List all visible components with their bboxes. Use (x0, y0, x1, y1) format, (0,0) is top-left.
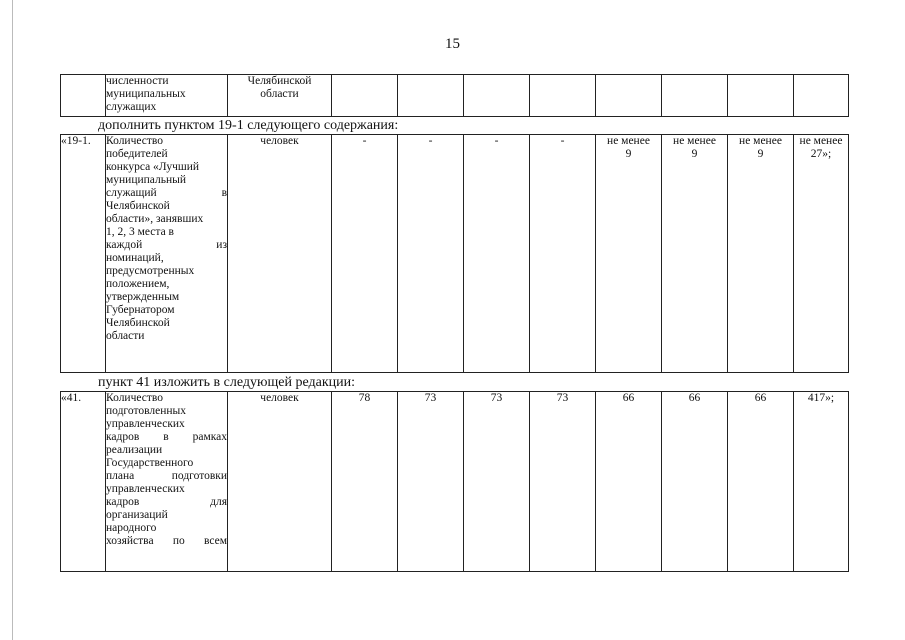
cell-value: не менее 9 (662, 135, 728, 373)
name-line: муниципальных (106, 88, 186, 100)
cell-value: не менее 9 (596, 135, 662, 373)
name-line: победителей (106, 148, 168, 160)
name-line: области (106, 330, 145, 342)
cell-value: - (530, 135, 596, 373)
name-line: Челябинской (106, 317, 170, 329)
name-line: подготовленных (106, 405, 186, 417)
cell-value: 73 (464, 392, 530, 572)
amendment-heading-19-1: дополнить пунктом 19-1 следующего содержания: (98, 118, 399, 133)
name-word: каждой (106, 239, 143, 251)
cell-value: 66 (728, 392, 794, 572)
cell-value: 78 (332, 392, 398, 572)
cell-value: - (398, 135, 464, 373)
cell-value (398, 75, 464, 117)
name-line (106, 431, 227, 444)
cell-value: - (464, 135, 530, 373)
cell-value: 417»; (794, 392, 849, 572)
name-line (106, 496, 227, 509)
name-word: подготовки (171, 470, 227, 482)
name-word: плана (106, 470, 135, 482)
cell-value: - (332, 135, 398, 373)
cell-number: «19-1. (61, 135, 106, 373)
table-continuation (60, 74, 849, 117)
name-line: утвержденным (106, 291, 180, 303)
name-line: управленческих (106, 483, 185, 495)
cell-value (332, 75, 398, 117)
name-line: номинаций, (106, 252, 164, 264)
page-number: 15 (445, 36, 460, 52)
name-line (106, 535, 227, 548)
cell-value (662, 75, 728, 117)
name-line: конкурса «Лучший (106, 161, 200, 173)
cell-unit (228, 75, 332, 117)
name-word: рамках (192, 431, 227, 443)
name-line: реализации (106, 444, 163, 456)
name-line: организаций (106, 509, 168, 521)
cell-number (61, 75, 106, 117)
unit-line: Челябинской (247, 75, 312, 87)
name-line: Количество (106, 392, 163, 404)
table-row (61, 75, 849, 117)
name-line: народного (106, 522, 157, 534)
cell-indicator-name (106, 392, 228, 572)
name-word: хозяйства (106, 535, 154, 547)
cell-value (728, 75, 794, 117)
cell-value: 66 (596, 392, 662, 572)
name-word: по (172, 535, 185, 547)
name-line (106, 187, 227, 200)
name-line: численности (106, 75, 169, 87)
name-line: Челябинской (106, 200, 170, 212)
unit-line: области (260, 88, 299, 100)
name-line: управленческих (106, 418, 185, 430)
cell-value: 73 (398, 392, 464, 572)
cell-indicator-name (106, 75, 228, 117)
cell-value (794, 75, 849, 117)
name-line: Количество (106, 135, 163, 147)
amendment-heading-41: пункт 41 изложить в следующей редакции: (98, 375, 355, 390)
name-line: Государственного (106, 457, 194, 469)
name-line: 1, 2, 3 места в (106, 226, 174, 238)
name-line (106, 239, 227, 252)
name-word: кадров (106, 496, 140, 508)
table-row (61, 392, 849, 572)
table-item-41 (60, 391, 849, 572)
scan-edge-line (12, 0, 13, 640)
cell-value: 66 (662, 392, 728, 572)
cell-value (464, 75, 530, 117)
cell-unit: человек (228, 392, 332, 572)
name-word: всем (204, 535, 227, 547)
cell-value: 73 (530, 392, 596, 572)
name-word: для (210, 496, 227, 508)
name-line: муниципальный (106, 174, 187, 186)
name-word: из (216, 239, 227, 251)
name-line: положением, (106, 278, 170, 290)
name-line: служащих (106, 101, 157, 113)
name-line: предусмотренных (106, 265, 195, 277)
table-item-19-1 (60, 134, 849, 373)
cell-number: «41. (61, 392, 106, 572)
name-word: служащий (106, 187, 157, 199)
cell-indicator-name (106, 135, 228, 373)
cell-value: не менее 27»; (794, 135, 849, 373)
name-word: кадров (106, 431, 140, 443)
name-word: в (221, 187, 227, 199)
table-row (61, 135, 849, 373)
name-line (106, 470, 227, 483)
name-line: области», занявших (106, 213, 204, 225)
name-line: Губернатором (106, 304, 175, 316)
cell-value (530, 75, 596, 117)
name-word: в (163, 431, 169, 443)
cell-value (596, 75, 662, 117)
cell-value: не менее 9 (728, 135, 794, 373)
cell-unit: человек (228, 135, 332, 373)
